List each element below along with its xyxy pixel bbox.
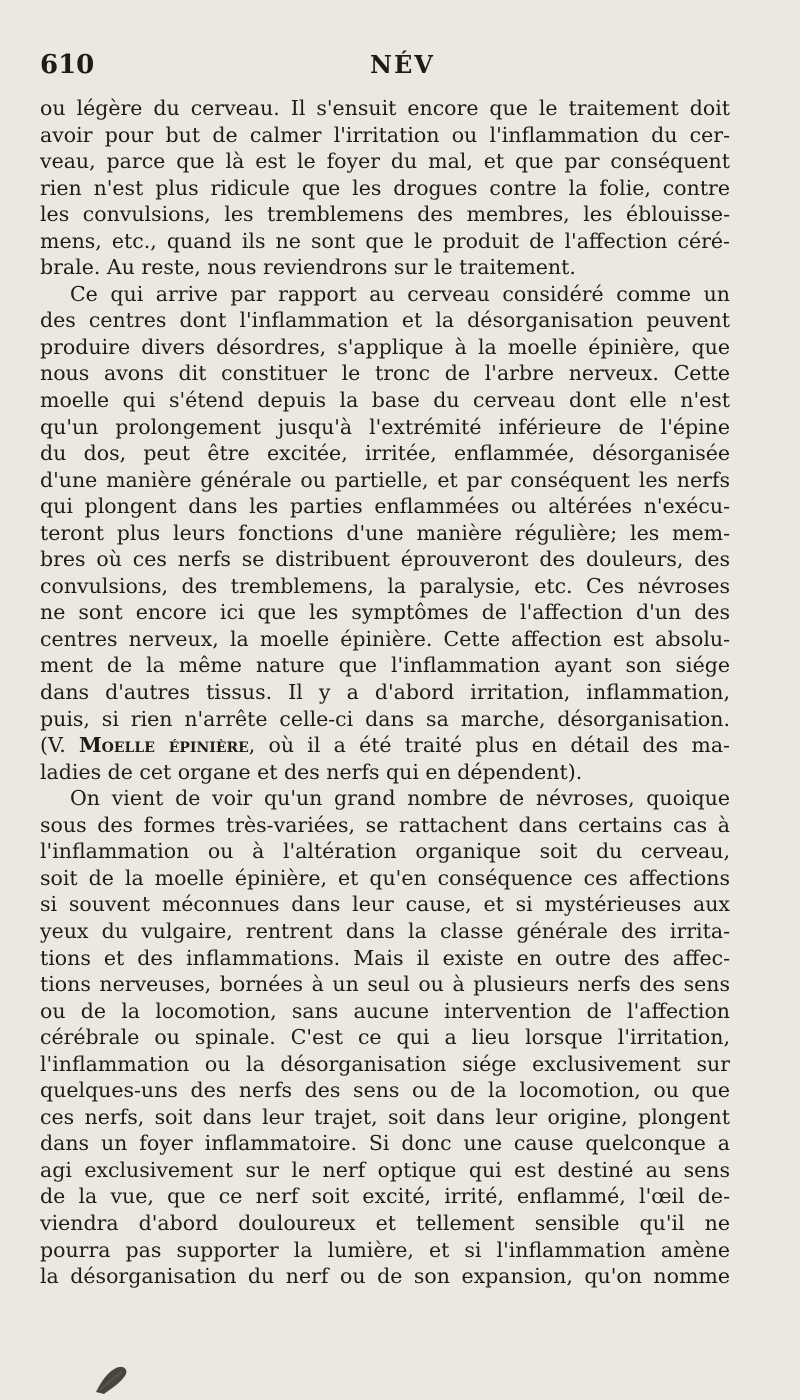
text-line: de la vue, que ce nerf soit excité, irrité, enflammé, l'œil de- [40,1184,730,1209]
text-line: produire divers désordres, s'applique à la moelle épinière, que [40,334,730,359]
text-line: ne sont encore ici que les symptômes de l'affection d'un des [40,600,730,625]
body-text [40,95,730,1290]
text-line: avoir pour but de calmer l'irritation ou l'inflammation du cer- [40,122,730,147]
text-line: ou légère du cerveau. Il s'ensuit encore que le traitement doit [40,96,730,120]
text-line: dans un foyer inflammatoire. Si donc une cause quelconque a [40,1131,730,1156]
text-line: brale. Au reste, nous reviendrons sur le traitement. [40,255,576,280]
text-line: ces nerfs, soit dans leur trajet, soit dans leur origine, plongent [40,1104,730,1129]
text-line: moelle qui s'étend depuis la base du cerveau dont elle n'est [40,388,730,413]
text-line: tions et des inflammations. Mais il existe en outre des affec- [40,945,730,970]
text-line: pourra pas supporter la lumière, et si l'inflammation amène [40,1237,730,1262]
text-fragment: , où il a été traité plus en détail des ma- [248,733,730,758]
text-line: On vient de voir qu'un grand nombre de névroses, quoique [70,786,730,811]
text-line: Ce qui arrive par rapport au cerveau considéré comme un [70,281,730,306]
text-line: d'une manière générale ou partielle, et par conséquent les nerfs [40,467,730,492]
text-line: yeux du vulgaire, rentrent dans la classe générale des irrita- [40,918,730,943]
text-line: dans d'autres tissus. Il y a d'abord irritation, inflammation, [40,680,730,705]
text-fragment: (V. [40,733,79,758]
text-line-cross-reference [40,732,730,759]
text-line: cérébrale ou spinale. C'est ce qui a lieu lorsque l'irritation, [40,1025,730,1050]
text-line: agi exclusivement sur le nerf optique qui est destiné au sens [40,1157,730,1182]
text-line: qu'un prolongement jusqu'à l'extrémité inférieure de l'épine [40,414,730,439]
text-line: ou de la locomotion, sans aucune intervention de l'affection [40,998,730,1023]
page-number: 610 [40,50,95,80]
text-line: soit de la moelle épinière, et qu'en conséquence ces affections [40,865,730,890]
text-line: du dos, peut être excitée, irritée, enflammée, désorganisée [40,441,730,466]
text-line: puis, si rien n'arrête celle-ci dans sa marche, désorganisation. [40,706,730,731]
ink-smudge-mark [92,1362,132,1396]
text-line: veau, parce que là est le foyer du mal, et que par conséquent [40,149,730,174]
text-line: centres nerveux, la moelle épinière. Cette affection est absolu- [40,626,730,651]
text-line: mens, etc., quand ils ne sont que le produit de l'affection céré- [40,228,730,253]
text-line: qui plongent dans les parties enflammées ou altérées n'exécu- [40,494,730,519]
text-line: bres où ces nerfs se distribuent éprouveront des douleurs, des [40,547,730,572]
text-line: viendra d'abord douloureux et tellement sensible qu'il ne [40,1210,730,1235]
page-header [40,50,740,86]
cross-reference: Moelle épinière [78,733,249,758]
text-line: l'inflammation ou à l'altération organique soit du cerveau, [40,839,730,864]
text-line: tions nerveuses, bornées à un seul ou à plusieurs nerfs des sens [40,972,730,997]
text-line: la désorganisation du nerf ou de son expansion, qu'on nomme [40,1264,730,1289]
text-line: ment de la même nature que l'inflammation ayant son siége [40,653,730,678]
text-line: convulsions, des tremblemens, la paralysie, etc. Ces névroses [40,573,730,598]
text-line: ladies de cet organe et des nerfs qui en dépendent). [40,759,583,784]
text-line: rien n'est plus ridicule que les drogues contre la folie, contre [40,175,730,200]
text-line: sous des formes très-variées, se rattachent dans certains cas à [40,812,730,837]
text-line: les convulsions, les tremblemens des membres, les éblouisse- [40,202,730,227]
running-head: NÉV [370,50,435,79]
text-line: si souvent méconnues dans leur cause, et si mystérieuses aux [40,892,730,917]
text-line: teront plus leurs fonctions d'une manière régulière; les mem- [40,520,730,545]
text-line: l'inflammation ou la désorganisation siége exclusivement sur [40,1051,730,1076]
text-line: quelques-uns des nerfs des sens ou de la locomotion, ou que [40,1078,730,1103]
text-line: nous avons dit constituer le tronc de l'arbre nerveux. Cette [40,361,730,386]
text-line: des centres dont l'inflammation et la désorganisation peuvent [40,308,730,333]
